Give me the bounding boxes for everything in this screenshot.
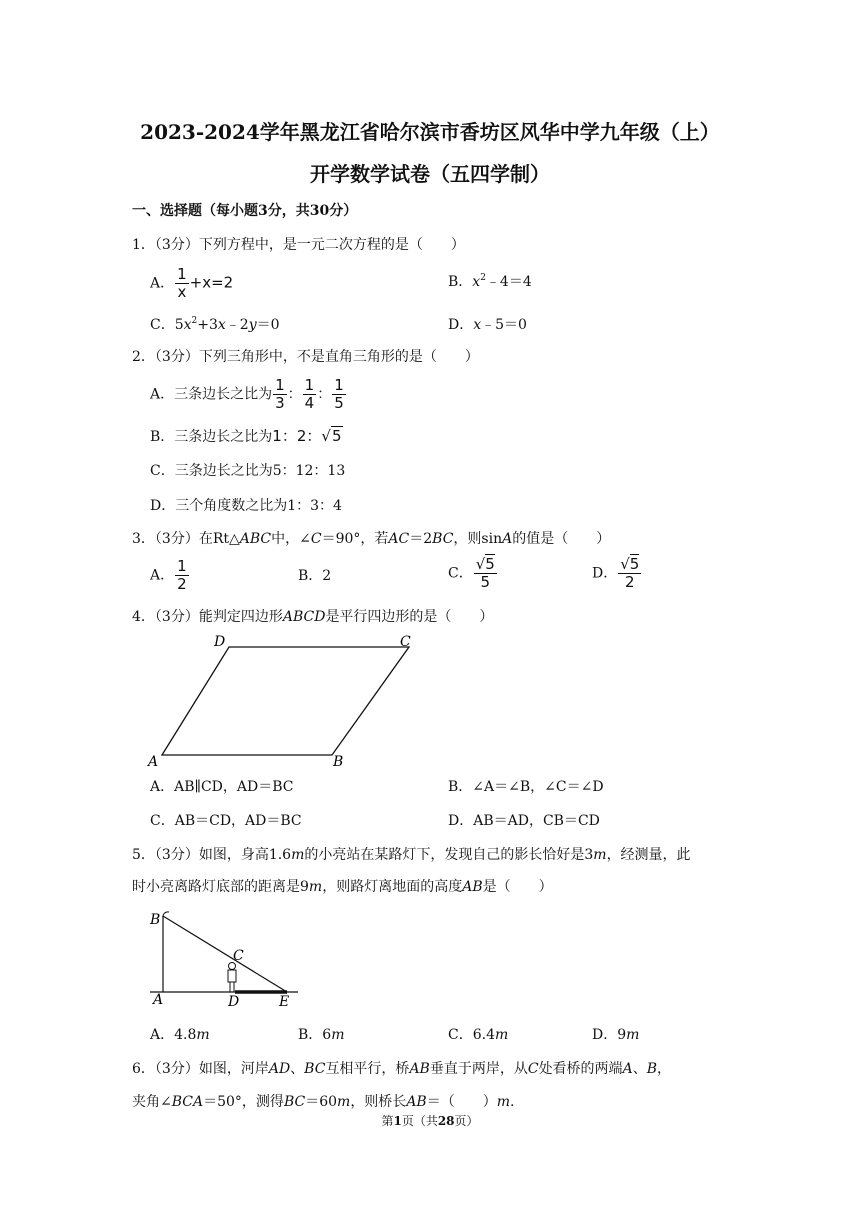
label-e: E: [279, 994, 290, 1010]
label-c: C: [400, 634, 411, 650]
page-title-line2: 开学数学试卷（五四学制）: [310, 162, 550, 186]
q3-option-d: D． $\frac{√5}{2}$: [592, 555, 640, 591]
question-6-line2: 夹角∠BCA＝50°，测得BC＝60m，则桥长AB＝（ ）m.: [132, 1094, 515, 1110]
q2-option-c: C．三条边长之比为5：12：13: [150, 463, 346, 479]
q4-option-c: C．AB＝CD，AD＝BC: [150, 813, 302, 829]
label-a: A: [148, 754, 159, 770]
q1-option-d: D．x﹣5＝0: [448, 317, 527, 333]
question-5-line2: 时小亮离路灯底部的距离是9m，则路灯离地面的高度AB是（ ）: [132, 879, 553, 895]
q4-option-d: D．AB＝AD，CB＝CD: [448, 813, 600, 829]
page-title-line1: 2023-2024学年黑龙江省哈尔滨市香坊区风华中学九年级（上）: [140, 120, 720, 144]
label-a: A: [153, 992, 164, 1008]
q4-option-a: A．AB∥CD，AD＝BC: [150, 779, 294, 795]
streetlight-figure: [140, 906, 310, 1016]
q5-option-a: A．4.8m: [150, 1027, 210, 1043]
q3-option-a: A． $\frac{1}{2}$: [150, 557, 187, 593]
q1-option-c: C．$5x^2+3x﹣2y=0$: [150, 316, 280, 333]
q5-option-c: C．6.4m: [448, 1027, 509, 1043]
q2-option-d: D．三个角度数之比为1：3：4: [150, 498, 342, 514]
label-c: C: [233, 948, 244, 964]
q4-option-b: B．∠A＝∠B，∠C＝∠D: [448, 779, 604, 795]
question-3-stem: 3．（3分）在Rt△ABC中，∠C＝90°，若AC＝2BC，则sinA的值是（ ）: [132, 531, 611, 547]
page-footer: 第1页（共28页）: [381, 1114, 479, 1128]
q1-option-b: B．$x^2﹣4=4$: [448, 273, 532, 290]
person-icon: [228, 963, 236, 993]
q3-option-c: C． $\frac{√5}{5}$: [448, 555, 495, 591]
question-6-line1: 6．（3分）如图，河岸AD、BC互相平行，桥AB垂直于两岸，从C处看桥的两端A、B，: [132, 1061, 671, 1077]
parallelogram-figure: [140, 630, 430, 770]
light-ray: [163, 916, 287, 992]
question-5-line1: 5．（3分）如图，身高1.6m的小亮站在某路灯下，发现自己的影长恰好是3m，经测量，此: [132, 847, 691, 863]
question-1-stem: 1．（3分）下列方程中，是一元二次方程的是（ ）: [132, 237, 465, 253]
label-b: B: [150, 912, 161, 928]
q3-option-b: B．2: [298, 568, 332, 584]
q5-option-d: D．9m: [592, 1027, 640, 1043]
parallelogram-shape: [162, 647, 409, 755]
label-d: D: [214, 634, 226, 650]
section-heading: 一、选择题（每小题3分，共30分）: [132, 203, 358, 219]
q2-option-a: A．三条边长之比为 $\frac{1}{3}$ ： $\frac{1}{4}$ ： $\frac{1}{5}$: [150, 376, 344, 412]
label-b: B: [333, 754, 344, 770]
label-d: D: [228, 994, 240, 1010]
question-4-stem: 4．（3分）能判定四边形ABCD是平行四边形的是（ ）: [132, 609, 494, 625]
q1-option-a: A． $\frac{1}{x}$ +x=2: [150, 265, 234, 301]
question-2-stem: 2．（3分）下列三角形中，不是直角三角形的是（ ）: [132, 349, 479, 365]
q5-option-b: B．6m: [298, 1027, 345, 1043]
q2-option-b: B．三条边长之比为1：2：√5: [150, 427, 342, 445]
